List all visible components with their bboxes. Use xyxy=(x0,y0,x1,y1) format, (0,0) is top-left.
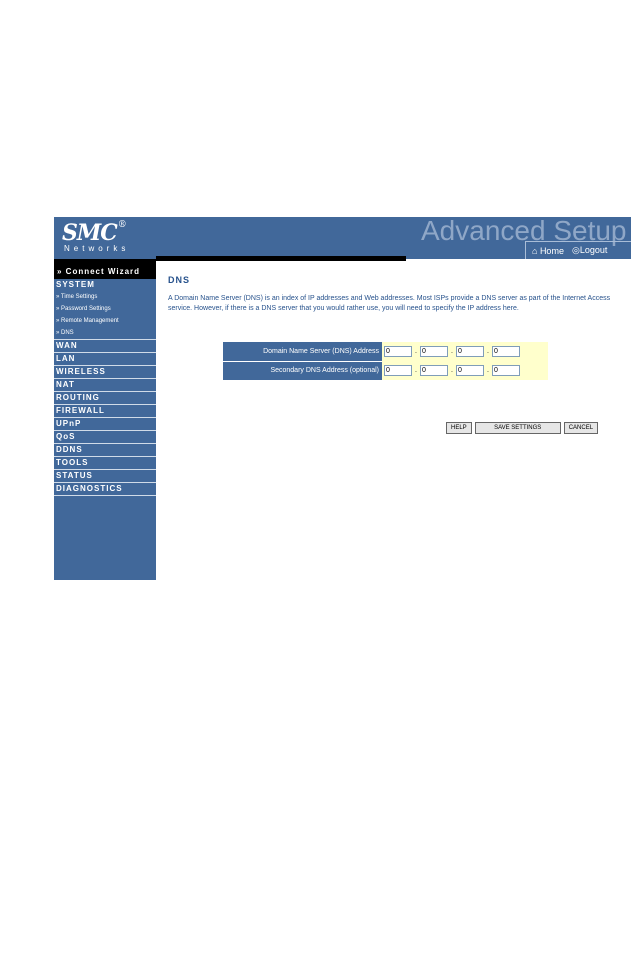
cancel-button[interactable]: CANCEL xyxy=(564,422,598,434)
sidebar-sub-password-settings[interactable]: » Password Settings xyxy=(56,306,111,312)
dns-primary-octet-3[interactable] xyxy=(456,346,484,357)
sidebar-item-nat[interactable]: NAT xyxy=(54,379,156,392)
dns-primary-octet-1[interactable] xyxy=(384,346,412,357)
router-admin-frame xyxy=(54,217,631,580)
sidebar-item-routing[interactable]: ROUTING xyxy=(54,392,156,405)
sidebar-item-firewall[interactable]: FIREWALL xyxy=(54,405,156,418)
dns-primary-octet-2[interactable] xyxy=(420,346,448,357)
action-buttons xyxy=(446,422,598,434)
sidebar-item-ddns[interactable]: DDNS xyxy=(54,444,156,457)
dns-primary-label: Domain Name Server (DNS) Address xyxy=(223,342,382,361)
dns-settings-table xyxy=(223,342,548,381)
connect-wizard-link[interactable]: » Connect Wizard xyxy=(54,259,156,279)
sidebar-item-status[interactable]: STATUS xyxy=(54,470,156,483)
main-content xyxy=(168,275,628,431)
dns-secondary-row xyxy=(223,361,548,380)
smc-logo: SMC® xyxy=(62,220,126,246)
header-bar xyxy=(54,217,631,259)
dns-secondary-octet-2[interactable] xyxy=(420,365,448,376)
sidebar-item-wireless[interactable]: WIRELESS xyxy=(54,366,156,379)
sidebar-item-system[interactable]: SYSTEM xyxy=(56,280,95,289)
sidebar-sub-remote-management[interactable]: » Remote Management xyxy=(56,318,119,324)
page-description: A Domain Name Server (DNS) is an index of IP addresses and Web addresses. Most ISPs provide a DNS server as part of the Internet Access service. However, if there is a DNS server that you would rather use, you will need to specify the IP address here. xyxy=(168,295,611,312)
home-link[interactable]: ⌂ Home xyxy=(532,245,564,256)
header-divider xyxy=(156,256,406,261)
dns-primary-fields: 0 .0 .0 .0 xyxy=(382,342,548,361)
dns-secondary-octet-3[interactable] xyxy=(456,365,484,376)
sidebar-item-tools[interactable]: TOOLS xyxy=(54,457,156,470)
dns-secondary-octet-1[interactable] xyxy=(384,365,412,376)
sidebar-item-qos[interactable]: QoS xyxy=(54,431,156,444)
sidebar-item-diagnostics[interactable]: DIAGNOSTICS xyxy=(54,483,156,496)
dns-secondary-label: Secondary DNS Address (optional) xyxy=(223,361,382,380)
dns-secondary-octet-4[interactable] xyxy=(492,365,520,376)
sidebar-item-upnp[interactable]: UPnP xyxy=(54,418,156,431)
advanced-setup-banner: Advanced Setup xyxy=(421,215,627,246)
page-title: DNS xyxy=(168,275,191,285)
dns-primary-octet-4[interactable] xyxy=(492,346,520,357)
dns-primary-row xyxy=(223,342,548,361)
sidebar xyxy=(54,259,156,580)
logout-link[interactable]: ◎Logout xyxy=(571,245,608,255)
logo-subtitle: Networks xyxy=(64,244,130,253)
sidebar-sub-time-settings[interactable]: » Time Settings xyxy=(56,294,98,300)
help-button[interactable]: HELP xyxy=(446,422,472,434)
sidebar-item-lan[interactable]: LAN xyxy=(54,353,156,366)
sidebar-item-wan[interactable]: WAN xyxy=(54,340,156,353)
save-settings-button[interactable]: SAVE SETTINGS xyxy=(475,422,561,434)
dns-secondary-fields: 0 .0 .0 .0 xyxy=(382,361,548,380)
top-nav xyxy=(525,241,631,259)
sidebar-sub-dns[interactable]: » DNS xyxy=(54,327,156,340)
